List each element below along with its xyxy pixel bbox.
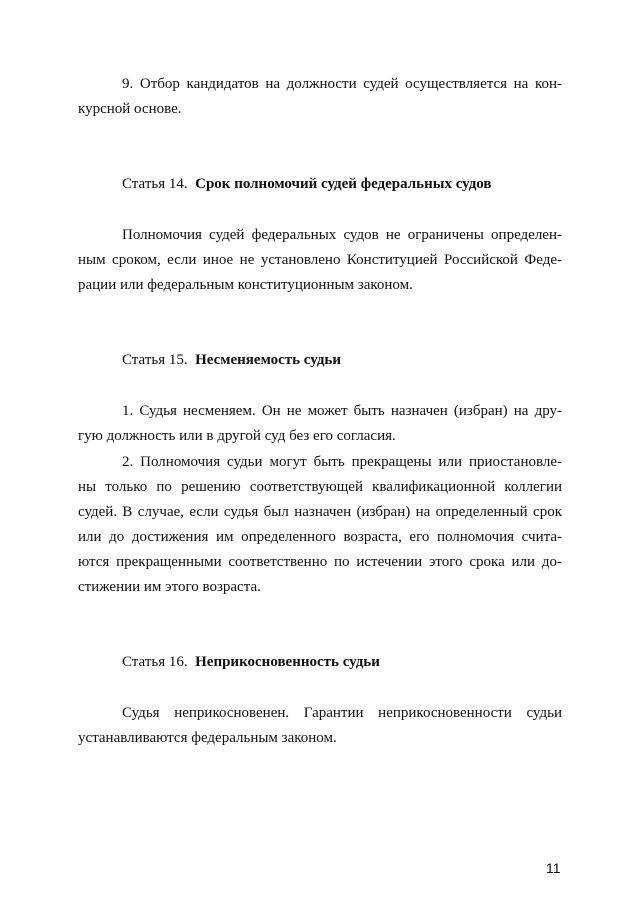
article-15-paragraph-1-line-2: гую должность или в другой суд без его согласия. [78,428,396,444]
article-14-paragraph-line-1: Полномочия судей федеральных судов не ограничены определен- [122,227,562,243]
article-15-paragraph-2-line-5: ются прекращенными соответственно по истечении этого срока или до- [78,554,562,570]
article-15-paragraph-2-line-1: 2. Полномочия судьи могут быть прекращены или приостановле- [122,454,562,470]
article-14-heading [122,174,492,194]
article-16-title: Неприкосновенность судьи [195,654,380,670]
article-16-heading [122,652,380,672]
article-14-paragraph-line-2: ным сроком, если иное не установлено Конституцией Российской Феде- [78,252,562,268]
page-number: 11 [546,860,561,876]
article-15-paragraph-2-line-2: ны только по решению соответствующей квалификационной коллегии [78,479,562,495]
article-14-title: Срок полномочий судей федеральных судов [195,176,492,192]
article-15-paragraph-2-line-6: стижении им этого возраста. [78,579,261,595]
paragraph-item-9-line-2: курсной основе. [78,101,182,117]
article-15-paragraph-1-line-1: 1. Судья несменяем. Он не может быть назначен (избран) на дру- [122,403,562,419]
article-14-label: Статья 14. [122,176,188,192]
article-15-title: Несменяемость судьи [195,352,341,368]
article-14-paragraph-line-3: рации или федеральным конституционным законом. [78,277,413,293]
paragraph-item-9-line-1: 9. Отбор кандидатов на должности судей осуществляется на кон- [122,76,562,92]
article-15-label: Статья 15. [122,352,188,368]
article-15-paragraph-2-line-3: судей. В случае, если судья был назначен (избран) на определенный срок [78,504,562,520]
article-15-paragraph-2-line-4: или до достижения им определенного возраста, его полномочия счита- [78,529,562,545]
article-16-paragraph-line-1: Судья неприкосновенен. Гарантии неприкосновенности судьи [122,705,562,721]
article-16-label: Статья 16. [122,654,188,670]
article-15-heading [122,350,341,370]
article-16-paragraph-line-2: устанавливаются федеральным законом. [78,730,337,746]
